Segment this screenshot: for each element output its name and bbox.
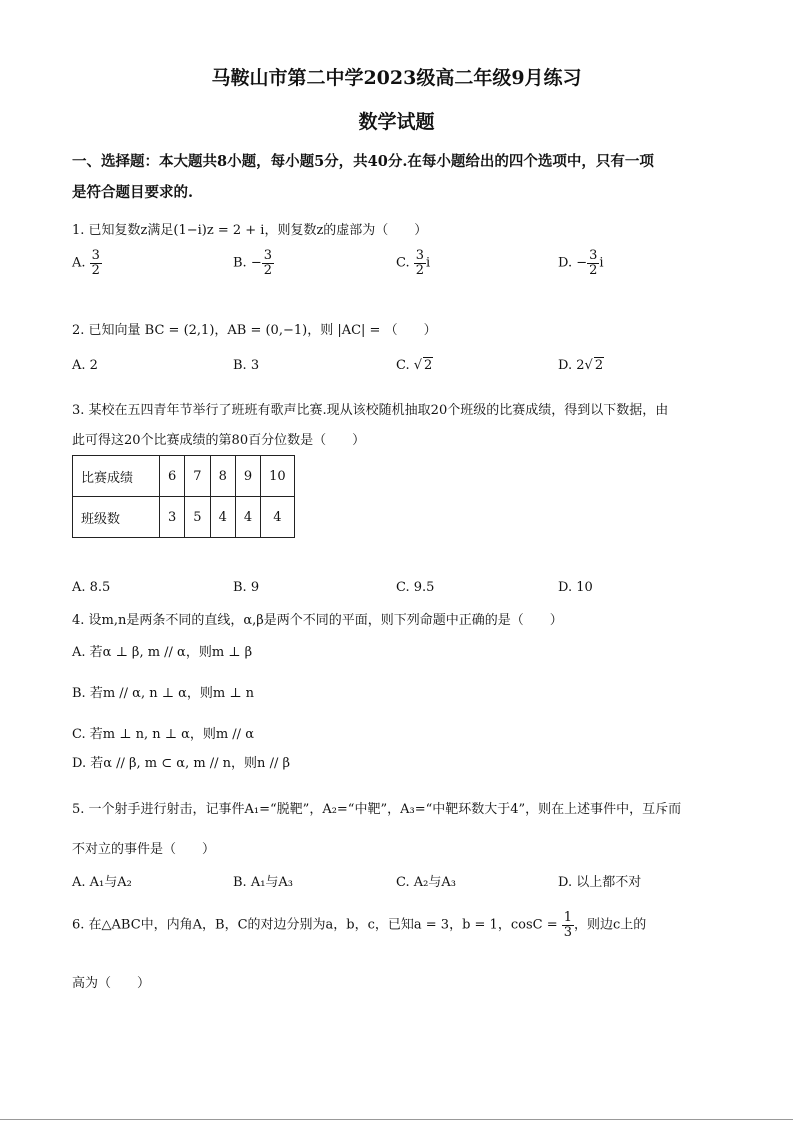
table-cell: 4 (235, 497, 260, 538)
page-bottom-divider (0, 1119, 793, 1120)
question-6-stem-line1 (72, 911, 646, 939)
q4-option-b: B. 若m // α, n ⊥ α，则m ⊥ n (72, 686, 255, 701)
imaginary-unit: i (426, 255, 431, 271)
fraction (262, 249, 274, 277)
option-label: B. (233, 255, 247, 271)
table-row (73, 456, 295, 497)
score-table (72, 455, 295, 538)
page-subtitle: 数学试题 (358, 111, 435, 133)
fraction-numerator: 3 (589, 248, 598, 263)
q5-option-c: C. A₂与A₃ (396, 875, 456, 890)
table-header-cell: 班级数 (73, 497, 160, 538)
table-header-cell: 比赛成绩 (73, 456, 160, 497)
radicand: 2 (424, 358, 433, 373)
q3-option-a: A. 8.5 (72, 580, 111, 595)
q4-option-d: D. 若α // β, m ⊂ α, m // n，则n // β (72, 756, 290, 771)
question-2-stem: 2. 已知向量 BC = (2,1)，AB = (0,−1)，则 |AC| = （ ） (72, 323, 437, 338)
q3-option-b: B. 9 (233, 580, 260, 595)
fraction-denominator: 2 (589, 262, 598, 278)
minus-sign: − (250, 255, 262, 271)
fraction (414, 249, 426, 277)
page-title: 马鞍山市第二中学2023级高二年级9月练习 (211, 67, 582, 89)
table-cell: 4 (261, 497, 295, 538)
q5-option-a: A. A₁与A₂ (72, 875, 132, 890)
fraction-denominator: 2 (91, 262, 100, 278)
option-label: C. (396, 358, 410, 373)
stem-text: ，则边c上的 (574, 917, 647, 933)
q2-option-c: C. √ 2 (396, 358, 433, 373)
q1-option-d (558, 249, 604, 277)
question-5-stem-line1: 5. 一个射手进行射击，记事件A₁=“脱靶”，A₂=“中靶”，A₃=“中靶环数大于4”，则在上述事件中，互斥而 (72, 802, 682, 817)
q2-option-d: D. 2√ 2 (558, 358, 604, 373)
q1-option-a (72, 249, 102, 277)
table-cell: 7 (185, 456, 210, 497)
stem-text: 6. 在△ABC中，内角A，B，C的对边分别为a，b，c，已知a = 3，b = 1，cosC = (72, 917, 558, 933)
section-heading-line2: 是符合题目要求的. (72, 184, 194, 201)
table-cell: 9 (235, 456, 260, 497)
fraction-numerator: 3 (415, 248, 425, 263)
table-cell: 3 (160, 497, 185, 538)
section-heading-line1: 一、选择题：本大题共8小题，每小题5分，共40分.在每小题给出的四个选项中，只有一项 (72, 153, 654, 170)
coefficient: 2 (576, 358, 585, 373)
table-cell: 5 (185, 497, 210, 538)
q4-option-c: C. 若m ⊥ n, n ⊥ α，则m // α (72, 727, 254, 742)
table-cell: 8 (210, 456, 235, 497)
fraction-denominator: 3 (563, 924, 573, 940)
table-cell: 4 (210, 497, 235, 538)
table-cell: 10 (261, 456, 295, 497)
q1-option-c (396, 249, 430, 277)
question-5-stem-line2: 不对立的事件是（ ） (72, 842, 216, 857)
question-4-stem: 4. 设m,n是两条不同的直线，α,β是两个不同的平面，则下列命题中正确的是（ ） (72, 613, 563, 628)
q4-option-a: A. 若α ⊥ β, m // α，则m ⊥ β (72, 645, 253, 660)
q5-option-d: D. 以上都不对 (558, 875, 642, 890)
q2-option-b: B. 3 (233, 358, 260, 373)
minus-sign: − (576, 255, 588, 271)
imaginary-unit: i (599, 255, 604, 271)
fraction-denominator: 2 (263, 262, 273, 278)
option-label: D. (558, 358, 573, 373)
fraction-numerator: 3 (263, 248, 273, 263)
fraction-denominator: 2 (415, 262, 425, 278)
q3-option-c: C. 9.5 (396, 580, 435, 595)
question-3-stem-line2: 此可得这20个比赛成绩的第80百分位数是（ ） (72, 433, 366, 448)
q5-option-b: B. A₁与A₃ (233, 875, 294, 890)
option-label: C. (396, 255, 410, 271)
question-6-stem-line2: 高为（ ） (72, 976, 151, 991)
fraction (90, 249, 102, 277)
fraction (587, 249, 599, 277)
table-cell: 6 (160, 456, 185, 497)
question-3-stem-line1: 3. 某校在五四青年节举行了班班有歌声比赛.现从该校随机抽取20个班级的比赛成绩，得到以下数据，由 (72, 403, 669, 418)
option-label: A. (72, 255, 86, 271)
table-row (73, 497, 295, 538)
fraction-numerator: 3 (91, 248, 100, 263)
radicand: 2 (594, 358, 604, 373)
fraction (562, 911, 574, 939)
q2-option-a: A. 2 (72, 358, 98, 373)
q3-option-d: D. 10 (558, 580, 593, 595)
q1-option-b (233, 249, 274, 277)
question-1-stem: 1. 已知复数z满足(1−i)z = 2 + i，则复数z的虚部为（ ） (72, 223, 428, 238)
option-label: D. (558, 255, 573, 271)
fraction-numerator: 1 (563, 910, 573, 925)
